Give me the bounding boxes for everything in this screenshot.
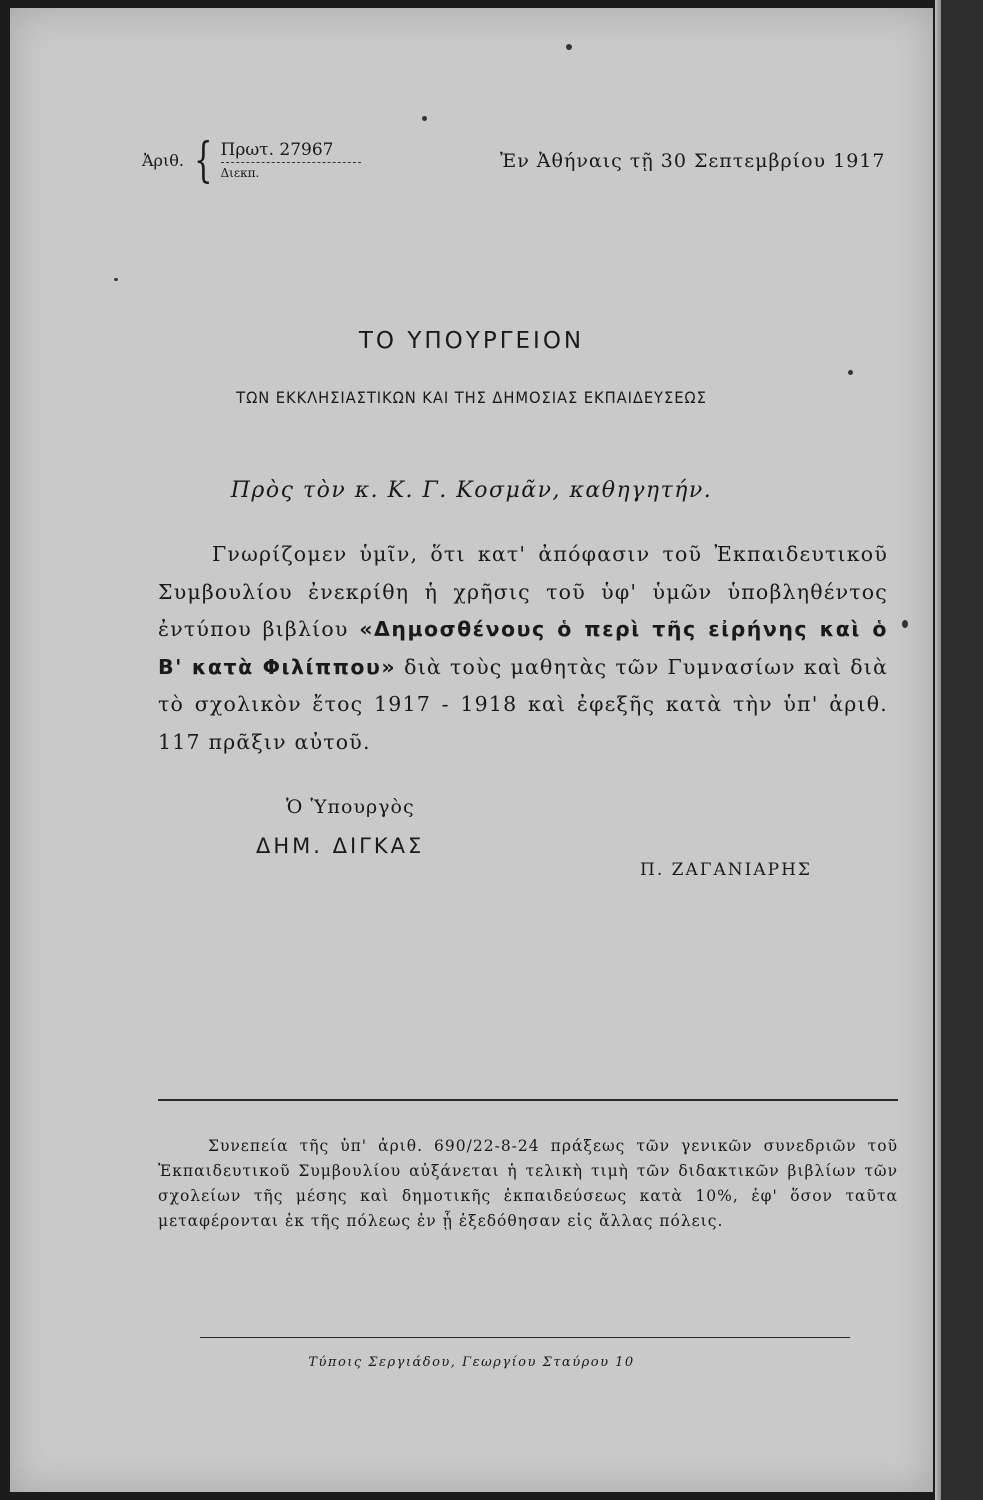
ink-speck xyxy=(422,116,427,121)
protocol-number: Πρωτ. 27967 xyxy=(221,140,361,163)
body-part-1: Γνωρίζομεν ὑμῖν, ὅτι κατ' ἀπόφασιν τοῦ Ἐκπαιδευτικοῦ Συμβουλίου ἐνεκρίθη ἡ χρῆσις τοῦ ὑφ' ὑμῶν ὑποβληθέντος ἐντύπου βιβλίου xyxy=(158,542,888,641)
minister-title: Ὁ Ὑπουργὸς xyxy=(286,796,415,818)
arith-label: Ἀριθ. xyxy=(142,150,184,170)
page-edge xyxy=(935,0,941,1500)
addressee-line: Πρὸς τὸν κ. Κ. Γ. Κοσμᾶν, καθηγητήν. xyxy=(230,478,713,503)
ink-speck xyxy=(114,278,118,281)
ink-speck xyxy=(902,620,908,628)
ministry-title: ΤΟ ΥΠΟΥΡΓΕΙΟΝ xyxy=(358,328,585,354)
printer-divider xyxy=(200,1337,850,1338)
brace-glyph: { xyxy=(194,132,213,188)
ink-speck xyxy=(566,44,572,50)
letter-body xyxy=(158,536,888,761)
secretary-name: Π. ΖΑΓΑΝΙΑΡΗΣ xyxy=(640,860,812,880)
footnote-text: Συνεπεία τῆς ὑπ' ἀριθ. 690/22-8-24 πράξεως τῶν γενικῶν συνεδριῶν τοῦ Ἐκπαιδευτικοῦ Συμβουλίου αὐξάνεται ἡ τελικὴ τιμὴ τῶν διδακτικῶν βιβλίων τῶν σχολείων τῆς μέσης καὶ δημοτικῆς ἐκπαιδεύσεως κατὰ 10%, ἐφ' ὅσον ταῦτα μεταφέρονται ἐκ τῆς πόλεως ἐν ᾗ ἐξεδόθησαν εἰς ἄλλας πόλεις. xyxy=(158,1137,898,1230)
diekp-label: Διεκπ. xyxy=(220,166,260,180)
printer-line: Τύποις Σεργιάδου, Γεωργίου Σταύρου 10 xyxy=(308,1355,635,1370)
ink-speck xyxy=(848,370,853,375)
book-title: «Δημοσθένους ὁ περὶ τῆς εἰρήνης καὶ ὁ Β' κατὰ Φιλίππου» xyxy=(158,617,888,679)
document-page xyxy=(10,8,933,1492)
minister-name: ΔΗΜ. ΔΙΓΚΑΣ xyxy=(256,834,425,858)
ministry-subtitle: ΤΩΝ ΕΚΚΛΗΣΙΑΣΤΙΚΩΝ ΚΑΙ ΤΗΣ ΔΗΜΟΣΙΑΣ ΕΚΠΑΙΔΕΥΣΕΩΣ xyxy=(236,388,707,407)
footnote-divider xyxy=(158,1099,898,1101)
reference-number-block xyxy=(142,132,361,188)
body-part-2: διὰ τοὺς μαθητὰς τῶν Γυμνασίων καὶ διὰ τὸ σχολικὸν ἔτος 1917 - 1918 καὶ ἐφεξῆς κατὰ τὴν ὑπ' ἀριθ. 117 πρᾶξιν αὐτοῦ. xyxy=(158,654,889,754)
book-binding xyxy=(938,0,983,1500)
letter-date: Ἐν Ἀθήναις τῇ 30 Σεπτεμβρίου 1917 xyxy=(500,150,886,172)
